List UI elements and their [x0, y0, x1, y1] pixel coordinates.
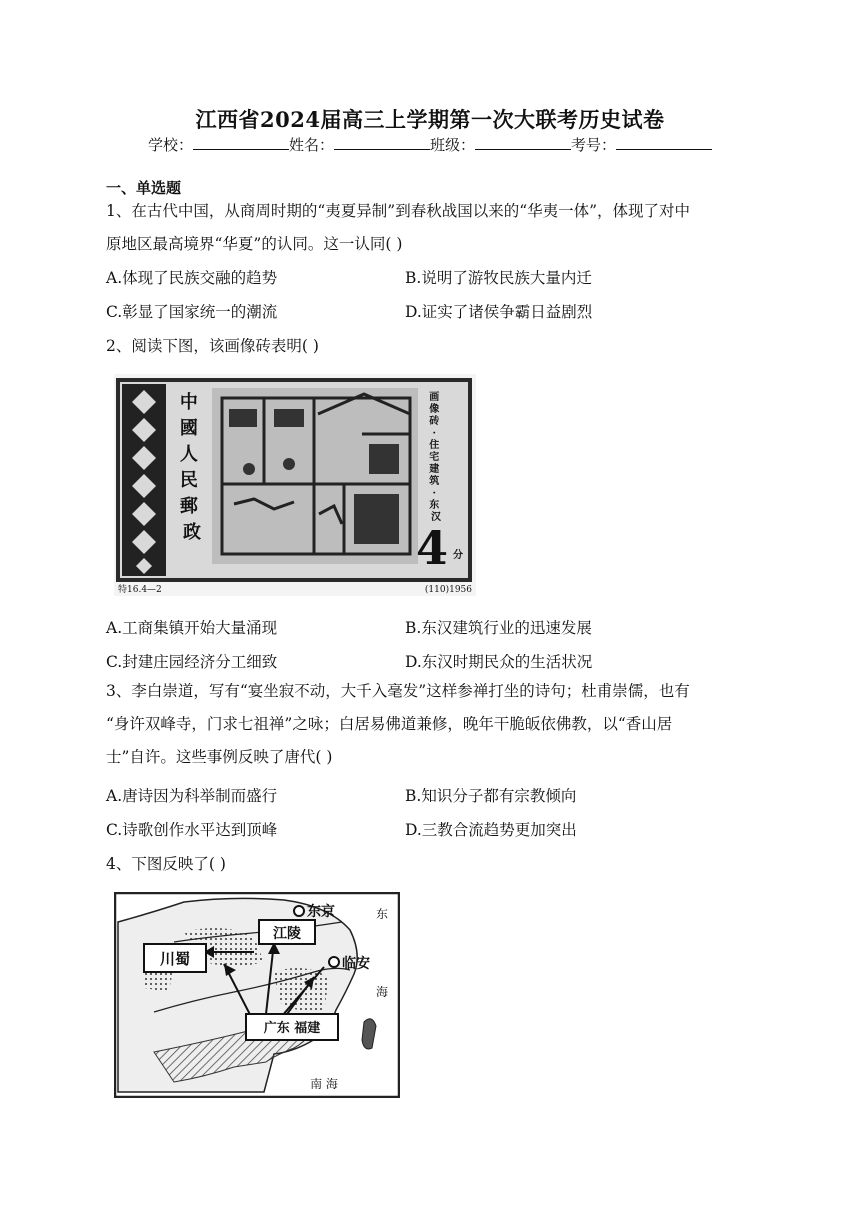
svg-text:临安: 临安: [342, 956, 370, 972]
svg-text:广东 福建: 广东 福建: [263, 1021, 321, 1036]
q2-option-d: D.东汉时期民众的生活状况: [405, 653, 593, 671]
q4-stem: 4、下图反映了( ): [106, 855, 226, 873]
stamp-country-text: 中 國 人 民 郵 政: [179, 392, 201, 543]
q3-option-d: D.三教合流趋势更加突出: [405, 821, 577, 839]
map-label-nanhai: 南 海: [310, 1077, 338, 1091]
q1-option-a: A.体现了民族交融的趋势: [106, 269, 278, 287]
class-blank: [475, 135, 571, 150]
q2-option-b: B.东汉建筑行业的迅速发展: [405, 619, 592, 637]
map-label-hai: 海: [376, 985, 389, 999]
stamp-image: [114, 374, 476, 600]
stamp-svg: [114, 374, 476, 596]
stamp-code-right: (110)1956: [424, 585, 472, 595]
svg-text:江陵: 江陵: [273, 926, 301, 942]
school-blank: [193, 135, 289, 150]
map-label-jiangling: [259, 920, 315, 944]
q1-option-c: C.彰显了国家统一的潮流: [106, 303, 278, 321]
class-label: 班级：: [430, 136, 476, 154]
q3-stem-line3: 士”自许。这些事例反映了唐代( ): [106, 748, 333, 766]
q3-stem-line1: 3、李白崇道，写有“宴坐寂不动，大千入毫发”这样参禅打坐的诗句；杜甫崇儒，也有: [106, 682, 690, 700]
map-label-dong: 东: [376, 907, 389, 921]
name-label: 姓名：: [288, 136, 334, 154]
stamp-title-text: 画 像 砖 · 住 宅 建 筑 · 东 汉: [429, 392, 441, 523]
q3-stem: [106, 675, 756, 774]
stamp-value-unit: 分: [453, 550, 463, 561]
q2-option-c: C.封建庄园经济分工细致: [106, 653, 278, 671]
q3-stem-line2: “身许双峰寺，门求七祖禅”之咏；白居易佛道兼修，晚年干脆皈依佛教，以“香山居: [106, 715, 673, 733]
exam-no-blank: [616, 135, 712, 150]
school-label: 学校：: [147, 136, 193, 154]
stamp-code-left: 特16.4—2: [118, 585, 162, 595]
q1-option-d: D.证实了诸侯争霸日益剧烈: [405, 303, 593, 321]
svg-text:川蜀: 川蜀: [159, 950, 191, 968]
student-info-line: [0, 134, 860, 155]
map-svg: [114, 892, 400, 1098]
q3-option-b: B.知识分子都有宗教倾向: [405, 787, 577, 805]
q1-stem-line2: 原地区最高境界“华夏”的认同。这一认同( ): [106, 235, 403, 253]
map-label-chuanshu: [144, 944, 206, 972]
q1-stem-line1: 1、在古代中国，从商周时期的“夷夏异制”到春秋战国以来的“华夷一体”，体现了对中: [106, 202, 691, 220]
name-blank: [334, 135, 430, 150]
q3-option-c: C.诗歌创作水平达到顶峰: [106, 821, 278, 839]
section-heading: 一、单选题: [106, 179, 182, 197]
exam-no-label: 考号：: [571, 136, 617, 154]
q1-stem: [106, 195, 756, 261]
map-image: [114, 892, 400, 1102]
map-label-guangdong-fujian: [246, 1014, 338, 1040]
exam-title: 江西省2024届高三上学期第一次大联考历史试卷: [195, 107, 665, 132]
q3-option-a: A.唐诗因为科举制而盛行: [106, 787, 278, 805]
svg-text:东京: 东京: [307, 904, 335, 920]
q2-option-a: A.工商集镇开始大量涌现: [106, 619, 278, 637]
q1-option-b: B.说明了游牧民族大量内迁: [405, 269, 592, 287]
q2-stem: 2、阅读下图，该画像砖表明( ): [106, 337, 319, 355]
stamp-value: 4: [415, 521, 449, 575]
